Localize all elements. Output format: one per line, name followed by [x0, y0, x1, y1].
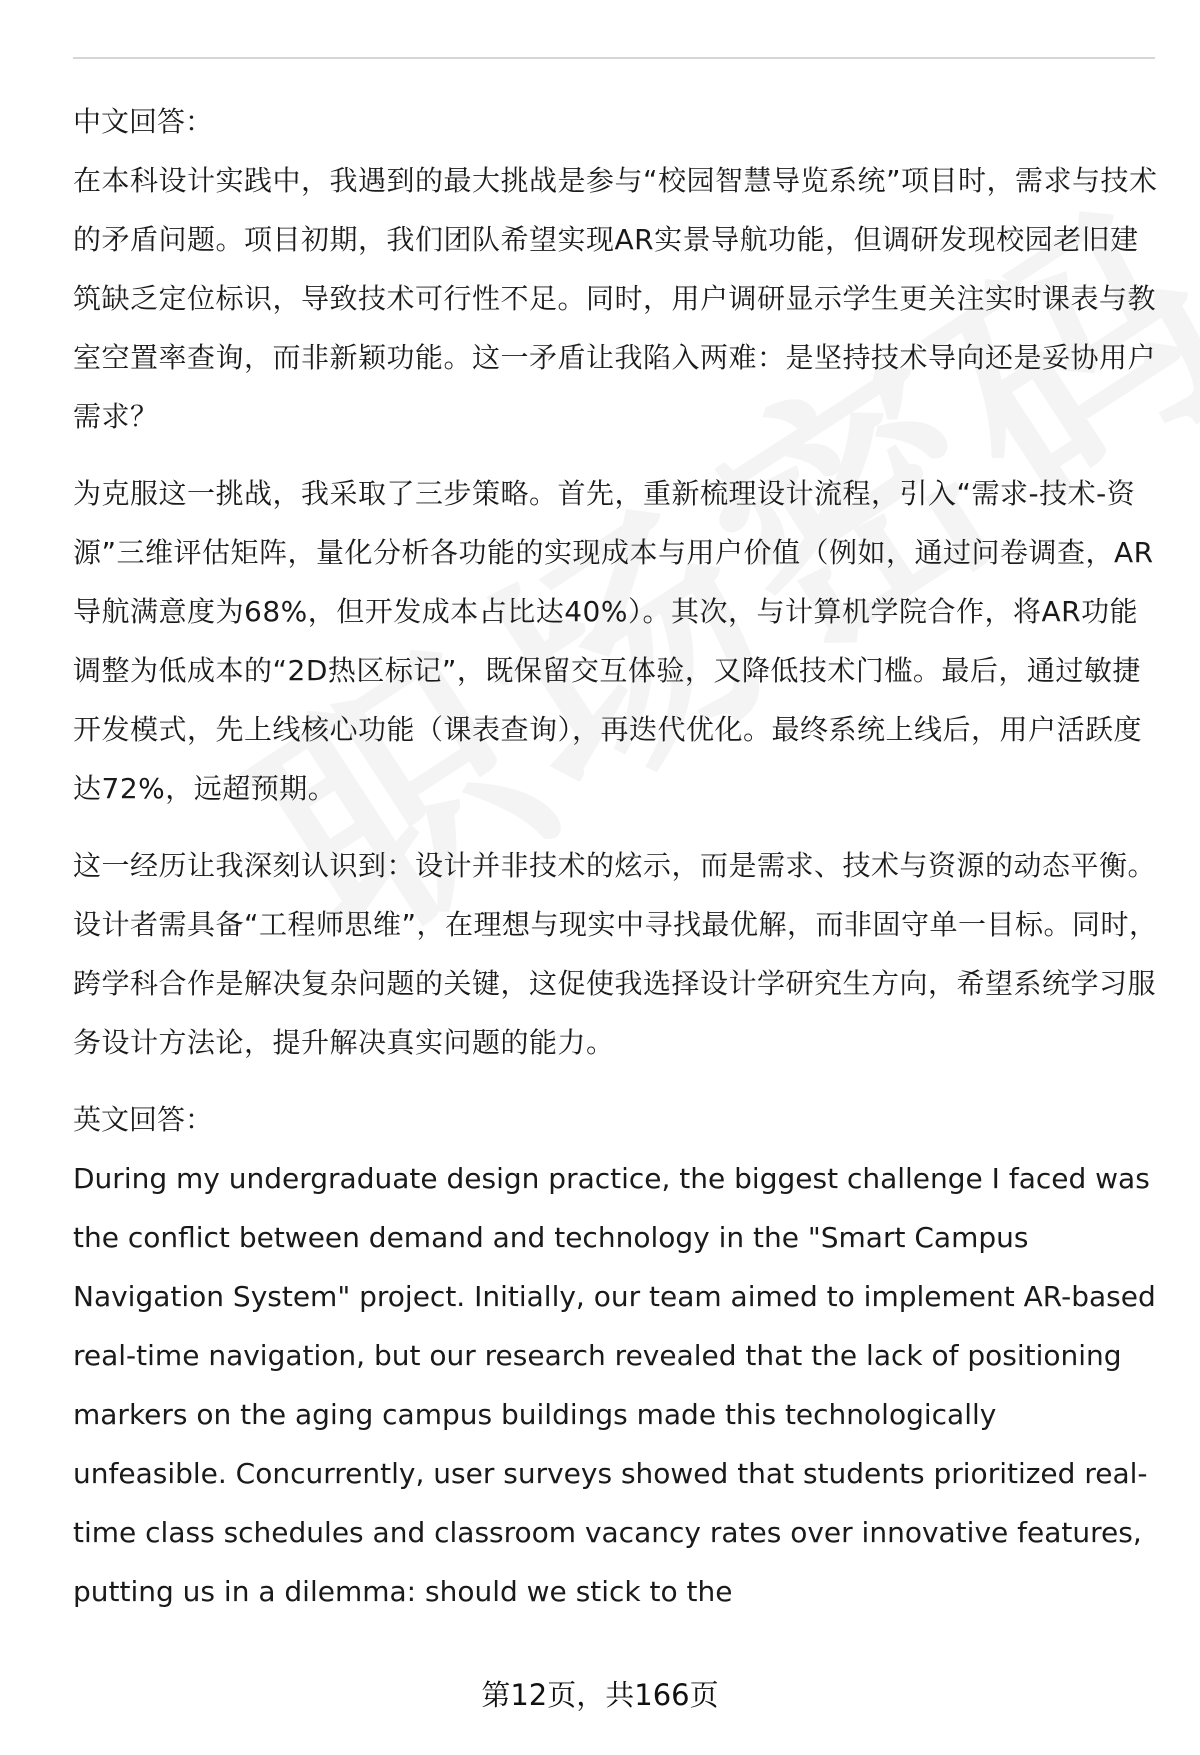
english-paragraph: During my undergraduate design practice, the biggest challenge I faced was the conflict between demand and technology in the "Smart Campus Navigation System" project. Initially, our team aimed to implement AR-based real-time navigation, but our research revealed that the lack of positioning markers on the aging campus buildings made this technologically unfeasible. Concurrently, user surveys showed that students prioritized real-time class schedules and classroom vacancy rates over innovative features, putting us in a dilemma: should we stick to the	[73, 1162, 1156, 1608]
chinese-paragraph-1: 在本科设计实践中，我遇到的最大挑战是参与“校园智慧导览系统”项目时，需求与技术的矛盾问题。项目初期，我们团队希望实现AR实景导航功能，但调研发现校园老旧建筑缺乏定位标识，导致技术可行性不足。同时，用户调研显示学生更关注实时课表与教室空置率查询，而非新颖功能。这一矛盾让我陷入两难：是坚持技术导向还是妥协用户需求？	[73, 164, 1158, 433]
chinese-paragraph-2: 为克服这一挑战，我采取了三步策略。首先，重新梳理设计流程，引入“需求-技术-资源”三维评估矩阵，量化分析各功能的实现成本与用户价值（例如，通过问卷调查，AR导航满意度为68%，但开发成本占比达40%）。其次，与计算机学院合作，将AR功能调整为低成本的“2D热区标记”，既保留交互体验，又降低技术门槛。最后，通过敏捷开发模式，先上线核心功能（课表查询），再迭代优化。最终系统上线后，用户活跃度达72%，远超预期。	[73, 477, 1154, 805]
page-indicator: 第12页，共166页	[481, 1678, 719, 1712]
top-divider	[73, 57, 1155, 59]
chinese-answer-label: 中文回答：	[73, 105, 214, 138]
english-answer-label: 英文回答：	[73, 1103, 214, 1136]
document-body	[73, 92, 1165, 1621]
chinese-paragraph-3: 这一经历让我深刻认识到：设计并非技术的炫示，而是需求、技术与资源的动态平衡。设计者需具备“工程师思维”，在理想与现实中寻找最优解，而非固守单一目标。同时，跨学科合作是解决复杂问题的关键，这促使我选择设计学研究生方向，希望系统学习服务设计方法论，提升解决真实问题的能力。	[73, 849, 1158, 1059]
